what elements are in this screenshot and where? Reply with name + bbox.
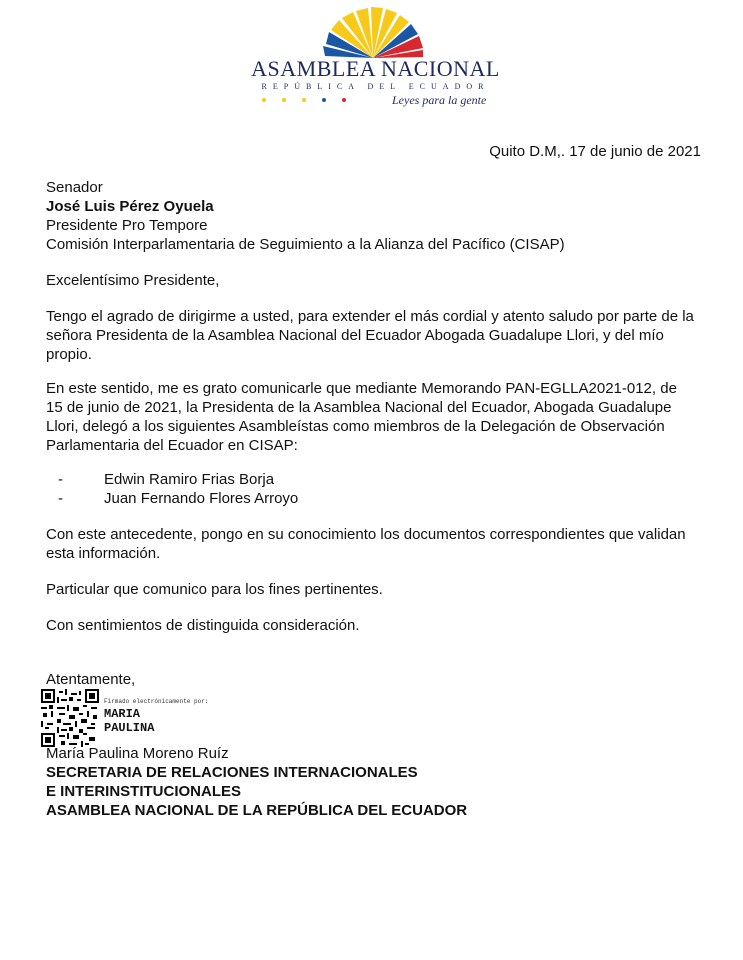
signature-label: Firmado electrónicamente por: [104, 698, 209, 705]
signer-title-line3: ASAMBLEA NACIONAL DE LA REPÚBLICA DEL ECUADOR [46, 802, 468, 819]
dot-yellow-icon [282, 98, 286, 102]
qr-code-icon [41, 689, 99, 747]
sun-logo-icon [318, 6, 428, 58]
signature-name-line1: MARIA [104, 707, 141, 721]
list-item: - Edwin Ramiro Frias Borja [58, 471, 275, 488]
institution-country: REPÚBLICA DEL ECUADOR [261, 82, 490, 91]
paragraph-regards: Con sentimientos de distinguida consideración. [46, 617, 360, 634]
slogan: Leyes para la gente [392, 93, 487, 107]
signer-title-line2: E INTERINSTITUCIONALES [46, 783, 242, 800]
salutation: Excelentísimo Presidente, [46, 272, 220, 289]
delegates-list [46, 470, 298, 508]
paragraph-greeting: Tengo el agrado de dirigirme a usted, para extender el más cordial y atento saludo por parte de la señora Presidenta de la Asamblea Nacional del Ecuador Abogada Guadalupe Llori, y del mío propio. [46, 308, 694, 363]
delegate-name: Juan Fernando Flores Arroyo [104, 490, 299, 507]
letter-date: Quito D.M,. 17 de junio de 2021 [489, 143, 701, 160]
list-item: - Juan Fernando Flores Arroyo [58, 490, 299, 507]
signer-name: María Paulina Moreno Ruíz [46, 745, 229, 762]
signature-name [104, 707, 154, 735]
institution-name: ASAMBLEA NACIONAL [251, 56, 500, 81]
recipient-name: José Luis Pérez Oyuela [46, 198, 214, 215]
paragraph-antecedent: Con este antecedente, pongo en su conocimiento los documentos correspondientes que validan esta información. [46, 526, 686, 562]
color-dots [262, 98, 346, 102]
paragraph-delegation: En este sentido, me es grato comunicarle que mediante Memorando PAN-EGLLA2021-012, de 15 de junio de 2021, la Presidenta de la Asamblea Nacional del Ecuador, Abogada Guadalupe Llori, delegó a los siguientes Asambleístas como miembros de la Delegación de Observación Parlamentaria del Ecuador en CISAP: [46, 380, 677, 454]
dot-red-icon [342, 98, 346, 102]
letterhead [0, 0, 743, 120]
signer-title-block [46, 763, 467, 820]
delegate-name: Edwin Ramiro Frias Borja [104, 471, 275, 488]
recipient-title: Senador [46, 179, 103, 196]
signature-name-line2: PAULINA [104, 721, 155, 735]
paragraph-purpose: Particular que comunico para los fines pertinentes. [46, 581, 383, 598]
recipient-position: Presidente Pro Tempore [46, 217, 208, 234]
signer-title-line1: SECRETARIA DE RELACIONES INTERNACIONALES [46, 764, 418, 781]
closing: Atentamente, [46, 671, 136, 688]
dot-blue-icon [322, 98, 326, 102]
recipient-block [46, 178, 696, 254]
dot-yellow-icon [262, 98, 266, 102]
recipient-organization: Comisión Interparlamentaria de Seguimiento a la Alianza del Pacífico (CISAP) [46, 236, 565, 253]
dot-yellow-icon [302, 98, 306, 102]
